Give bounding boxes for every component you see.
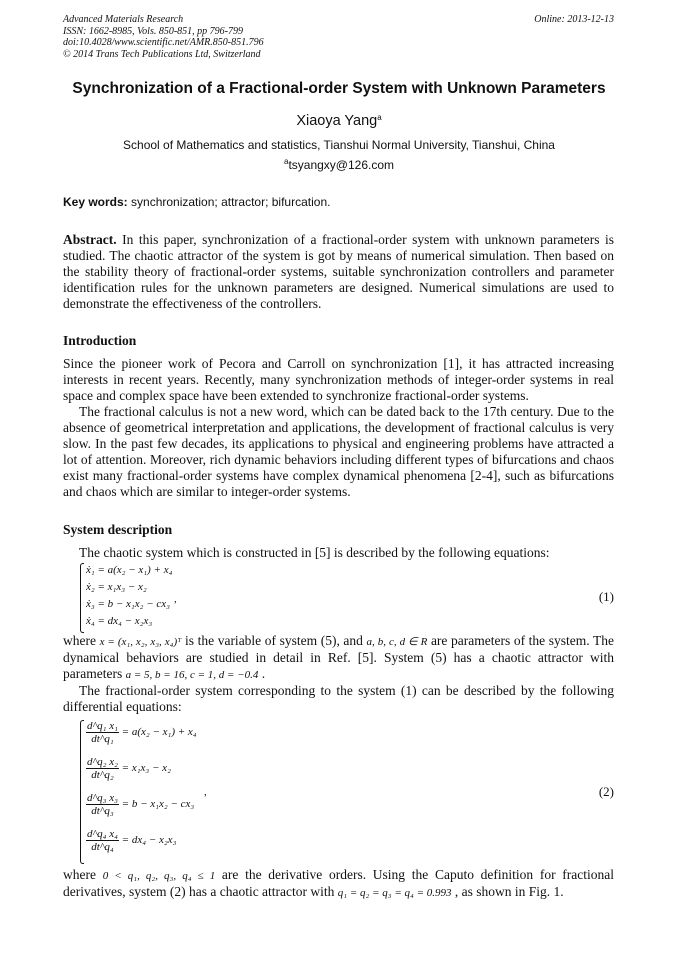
system-heading: System description	[63, 522, 173, 537]
eq2-row-2-rhs: = x₁x₃ − x₂	[121, 762, 171, 775]
eq2-row-3-num: d^q₃ x₃	[87, 792, 118, 804]
author-name: Xiaoya Yang	[296, 113, 378, 129]
system-paragraph-1: The chaotic system which is constructed in [5] is described by the following equations:	[79, 545, 550, 560]
eq2-row-4-den: dt^q₄	[91, 841, 114, 853]
email-address: tsyangxy@126.com	[288, 158, 394, 172]
eq2-row-2-den: dt^q₂	[91, 769, 114, 781]
intro-paragraph-1: Since the pioneer work of Pecora and Carroll on synchronization [1], it has attracted increasing interests in recent years. Recently, many synchronization methods of integer-order systems in real space and complex space have been extended to synchronize fractional-order systems.	[63, 356, 614, 403]
eq2-row-1-rhs: = a(x₂ − x₁) + x₄	[121, 726, 197, 739]
eq2-row-2-num: d^q₂ x₂	[87, 756, 118, 768]
issn-line: ISSN: 1662-8985, Vols. 850-851, pp 796-799	[63, 25, 243, 37]
email-sup: a	[283, 157, 289, 166]
keywords	[63, 195, 330, 209]
paper-title: Synchronization of a Fractional-order System with Unknown Parameters	[72, 80, 606, 97]
equation-1	[80, 563, 200, 633]
copyright-line: © 2014 Trans Tech Publications Ltd, Switzerland	[63, 48, 261, 60]
equation-2	[80, 720, 210, 864]
abstract-label: Abstract.	[63, 232, 117, 247]
keywords-text: synchronization; attractor; bifurcation.	[127, 195, 331, 209]
intro-paragraph-2: The fractional calculus is not a new word, which can be dated back to the 17th century. Due to the absence of geometrical interpretation and applications, the development of fractional calculus is very slow. In the past few decades, its applications to physical and engineering problems have attracted a lot of attention. Moreover, rich dynamic behaviors including different types of bifurcations and chaos exist many fractional-order systems have complex dynamical phenomena [2-4], such as bifurcations and chaos which are similar to integer-order systems.	[63, 404, 614, 499]
where2-math-values: q₁ = q₂ = q₃ = q₄ = 0.993	[337, 887, 452, 899]
where2-text-b: are the derivative orders. Using the Caputo definition for fractional derivatives, system (2) has a chaotic attractor with	[63, 867, 614, 899]
system-paragraph-2: The fractional-order system corresponding to the system (1) can be described by the following differential equations:	[63, 683, 614, 714]
online-date: Online: 2013-12-13	[534, 14, 614, 25]
eq2-row-3	[86, 792, 194, 817]
eq1-line-3: ẋ₃ = b − x₁x₂ − cx₃	[86, 598, 170, 610]
intro-heading: Introduction	[63, 333, 137, 348]
author-line	[0, 113, 678, 129]
email-line	[0, 158, 678, 172]
equation-2-number: (2)	[598, 784, 614, 799]
eq2-row-4-num: d^q₄ x₄	[87, 828, 118, 840]
eq2-row-1-den: dt^q₁	[91, 733, 114, 745]
where2-text-a: where	[63, 867, 103, 882]
doi-line: doi:10.4028/www.scientific.net/AMR.850-851.796	[63, 37, 264, 49]
where1-text-c: are parameters of the system. The dynamical behaviors are studied in detail in Ref. [5]. System (5) has a chaotic attractor with parameters	[63, 633, 614, 681]
eq2-row-1-num: d^q₁ x₁	[87, 720, 118, 732]
equation-1-brace	[80, 563, 84, 633]
where1-math-values: a = 5, b = 16, c = 1, d = −0.4	[125, 669, 259, 681]
equation-1-number: (1)	[598, 589, 614, 604]
eq2-comma: ,	[204, 786, 207, 798]
eq2-row-1	[86, 720, 197, 745]
eq1-comma: ,	[174, 593, 177, 605]
where1-text-b: is the variable of system (5), and	[181, 633, 367, 648]
eq2-row-4	[86, 828, 176, 853]
eq2-row-3-rhs: = b − x₁x₂ − cx₃	[121, 798, 195, 811]
where1-text-a: where	[63, 633, 100, 648]
eq1-line-4: ẋ₄ = dx₄ − x₂x₃	[86, 615, 153, 627]
author-sup: a	[377, 113, 382, 122]
system-paragraph-where-1	[63, 633, 614, 683]
affiliation: School of Mathematics and statistics, Tianshui Normal University, Tianshui, China	[123, 138, 555, 152]
where1-math-params: a, b, c, d ∈ R	[366, 636, 428, 648]
where1-text-d: .	[258, 666, 266, 681]
where1-math-vector: x = (x₁, x₂, x₃, x₄)ᵀ	[99, 636, 182, 648]
eq1-line-1: ẋ₁ = a(x₂ − x₁) + x₄	[86, 564, 173, 576]
journal-name: Advanced Materials Research	[63, 14, 184, 25]
journal-meta	[63, 14, 264, 60]
where2-text-c: , as shown in Fig. 1.	[451, 884, 564, 899]
eq2-row-4-rhs: = dx₄ − x₂x₃	[121, 834, 177, 847]
eq2-row-2	[86, 756, 171, 781]
where2-math-orders: 0 < q₁, q₂, q₃, q₄ ≤ 1	[102, 870, 216, 882]
eq2-row-3-den: dt^q₃	[91, 805, 114, 817]
abstract-text: In this paper, synchronization of a fractional-order system with unknown parameters is studied. The chaotic attractor of the system is got by means of numerical simulation. Then based on the stability theory of fractional-order systems, suitable synchronization controllers and parameter identification rules for the unknown parameters are designed. Numerical simulations are used to demonstrate the effectiveness of the controllers.	[63, 232, 614, 311]
abstract	[63, 232, 614, 312]
equation-2-brace	[80, 720, 84, 864]
eq1-line-2: ẋ₂ = x₁x₃ − x₂	[86, 581, 147, 593]
system-paragraph-where-2	[63, 867, 614, 901]
keywords-label: Key words:	[63, 195, 128, 209]
